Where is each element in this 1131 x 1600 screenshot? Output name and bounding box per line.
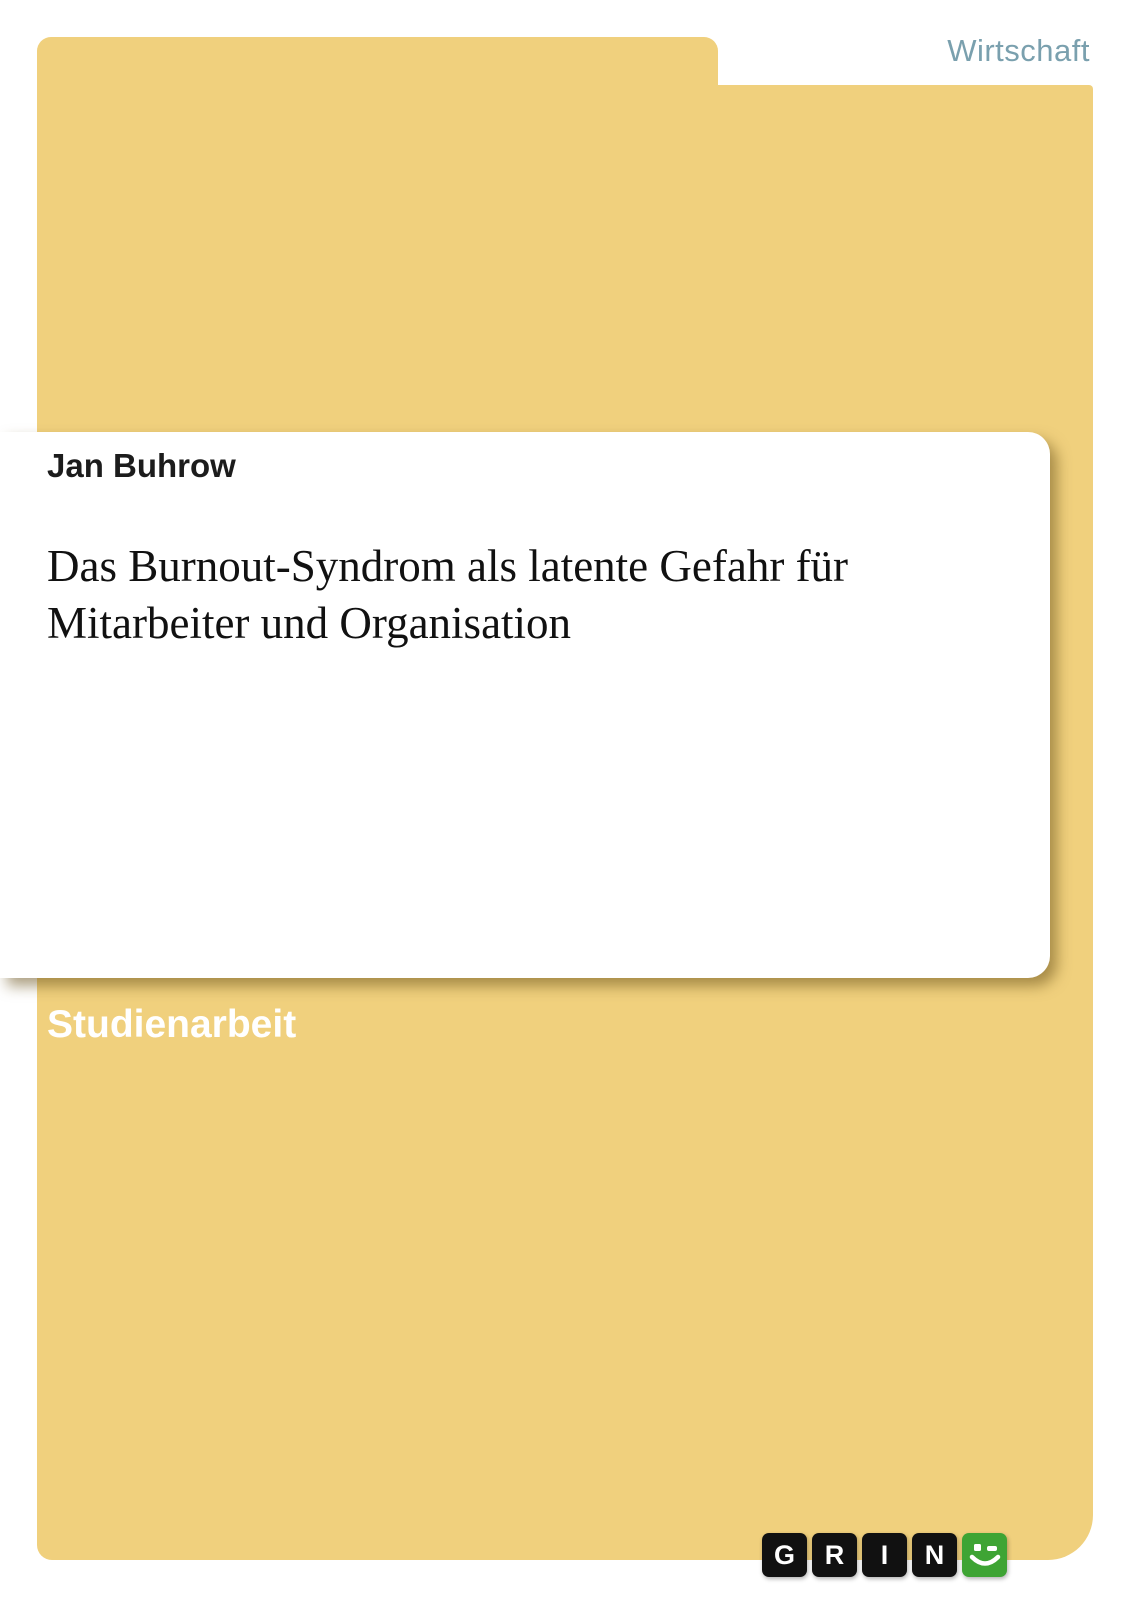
title-line-2: Mitarbeiter und Organisation	[47, 598, 572, 648]
logo-letter: R	[824, 1539, 845, 1570]
doc-type-label: Studienarbeit	[47, 1003, 297, 1046]
logo-letter-tile	[912, 1533, 957, 1577]
logo-letter: N	[924, 1539, 945, 1570]
logo-letter: G	[773, 1539, 795, 1570]
logo-letter-tile	[762, 1533, 807, 1577]
logo-letter-tile	[812, 1533, 857, 1577]
smiley-icon	[962, 1533, 1007, 1577]
grin-logo	[762, 1533, 1007, 1577]
author-name: Jan Buhrow	[47, 447, 236, 484]
category-label: Wirtschaft	[947, 33, 1090, 68]
title-card	[0, 432, 1050, 978]
logo-letter-tile	[862, 1533, 907, 1577]
logo-letter: I	[880, 1539, 889, 1570]
title-line-1: Das Burnout-Syndrom als latente Gefahr für	[47, 541, 849, 591]
document-title	[47, 538, 1010, 652]
